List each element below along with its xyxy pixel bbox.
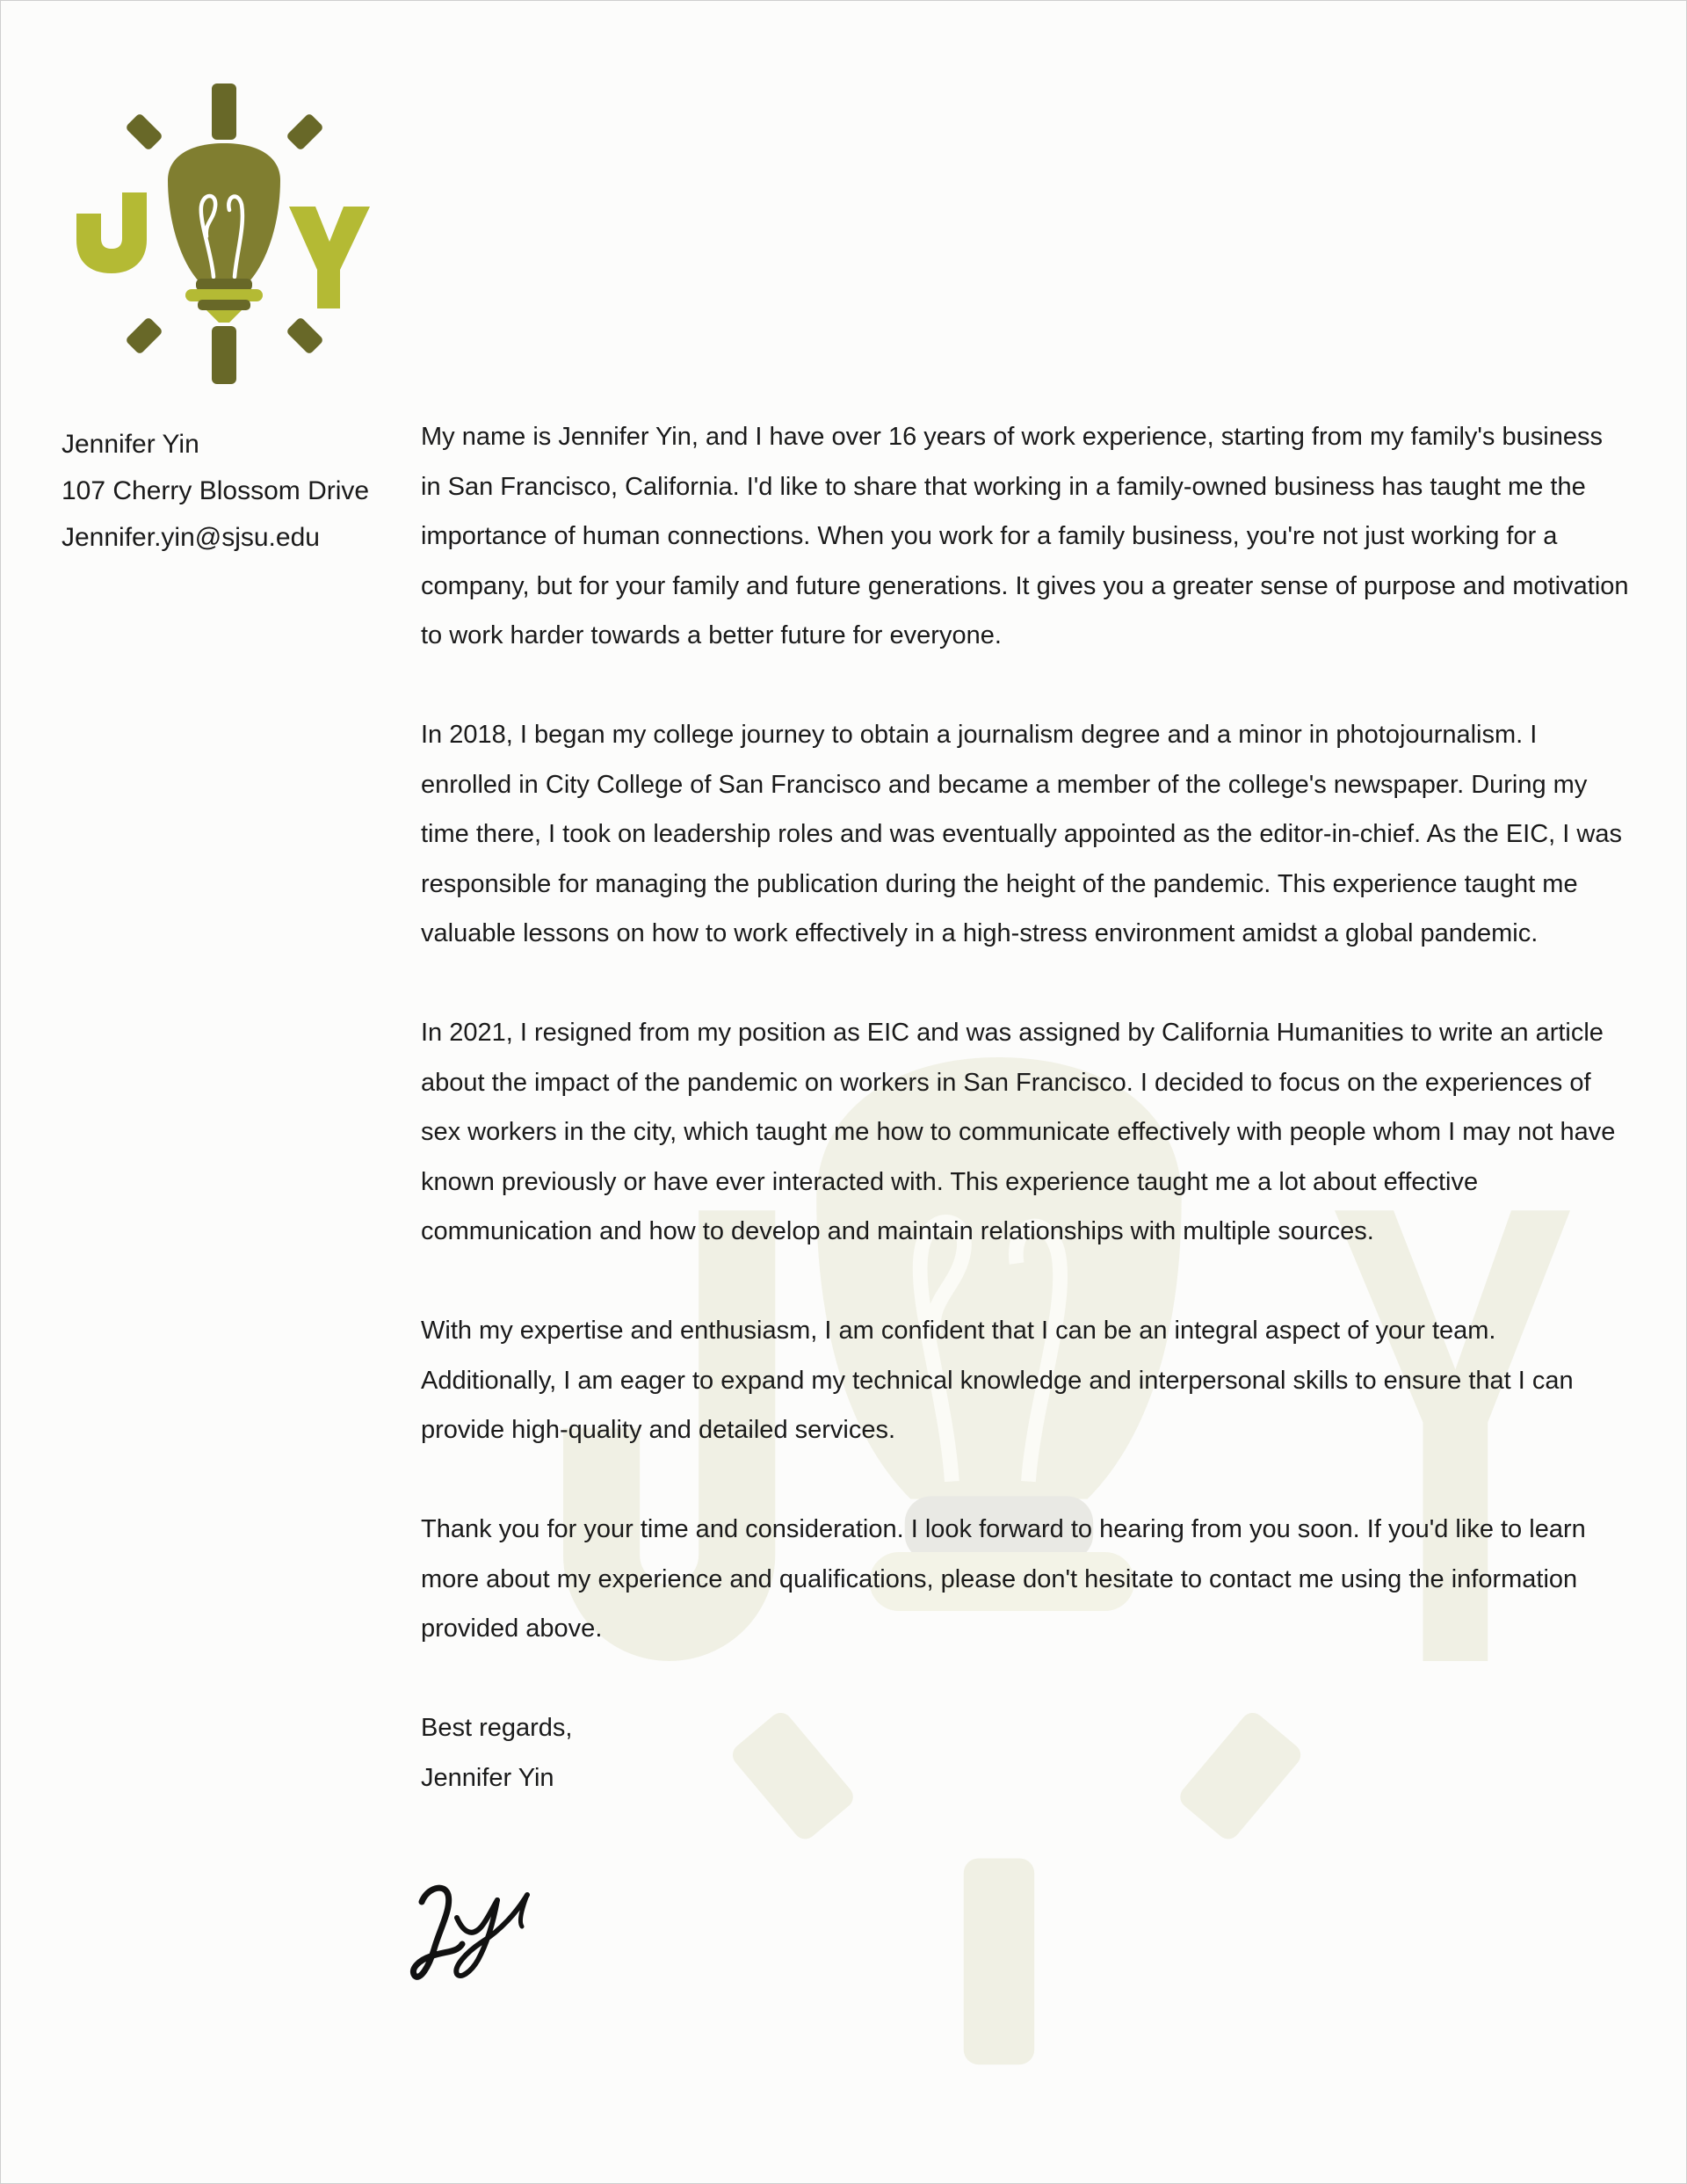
paragraph-expertise: With my expertise and enthusiasm, I am confident that I can be an integral aspect of your team. Additionally, I am eager to expand my technical knowledge and interpersonal skills to ensure that I can provide high-quality and detailed services. [421, 1317, 1574, 1444]
paragraph-college: In 2018, I began my college journey to obtain a journalism degree and a minor in photojournalism. I enrolled in City College of San Francisco and became a member of the college's newspaper. During my time there, I took on leadership roles and was eventually appointed as the editor-in-chief. As the EIC, I was responsible for managing the publication during the height of the pandemic. This experience taught me valuable lessons on how to work effectively in a high-stress environment amidst a global pandemic. [421, 721, 1622, 947]
sender-email: Jennifer.yin@sjsu.edu [62, 523, 320, 552]
signer-name: Jennifer Yin [421, 1763, 554, 1792]
handwritten-signature-icon [409, 1868, 559, 1992]
sender-address: 107 Cherry Blossom Drive [62, 476, 370, 505]
closing-phrase: Best regards, [421, 1714, 573, 1742]
closing-block [421, 1703, 1629, 1803]
lightbulb-logo-icon [57, 82, 387, 388]
paragraph-intro: My name is Jennifer Yin, and I have over 16 years of work experience, starting from my family's business in San Francisco, California. I'd like to share that working in a family-owned business has taught me the importance of human connections. When you work for a family business, you're not just working for a company, but for your family and future generations. It gives you a greater sense of purpose and motivation to work harder towards a better future for everyone. [421, 423, 1629, 649]
sender-name: Jennifer Yin [62, 430, 199, 459]
letter-body [421, 412, 1629, 1803]
sender-block [62, 421, 395, 561]
paragraph-humanities: In 2021, I resigned from my position as EIC and was assigned by California Humanities to write an article about the impact of the pandemic on workers in San Francisco. I decided to focus on the experiences of sex workers in the city, which taught me how to communicate effectively with people whom I may not have known previously or have ever interacted with. This experience taught me a lot about effective communication and how to develop and maintain relationships with multiple sources. [421, 1019, 1616, 1245]
paragraph-thanks: Thank you for your time and consideration. I look forward to hearing from you soon. If you'd like to learn more about my experience and qualifications, please don't hesitate to contact me using the information provided above. [421, 1515, 1586, 1643]
